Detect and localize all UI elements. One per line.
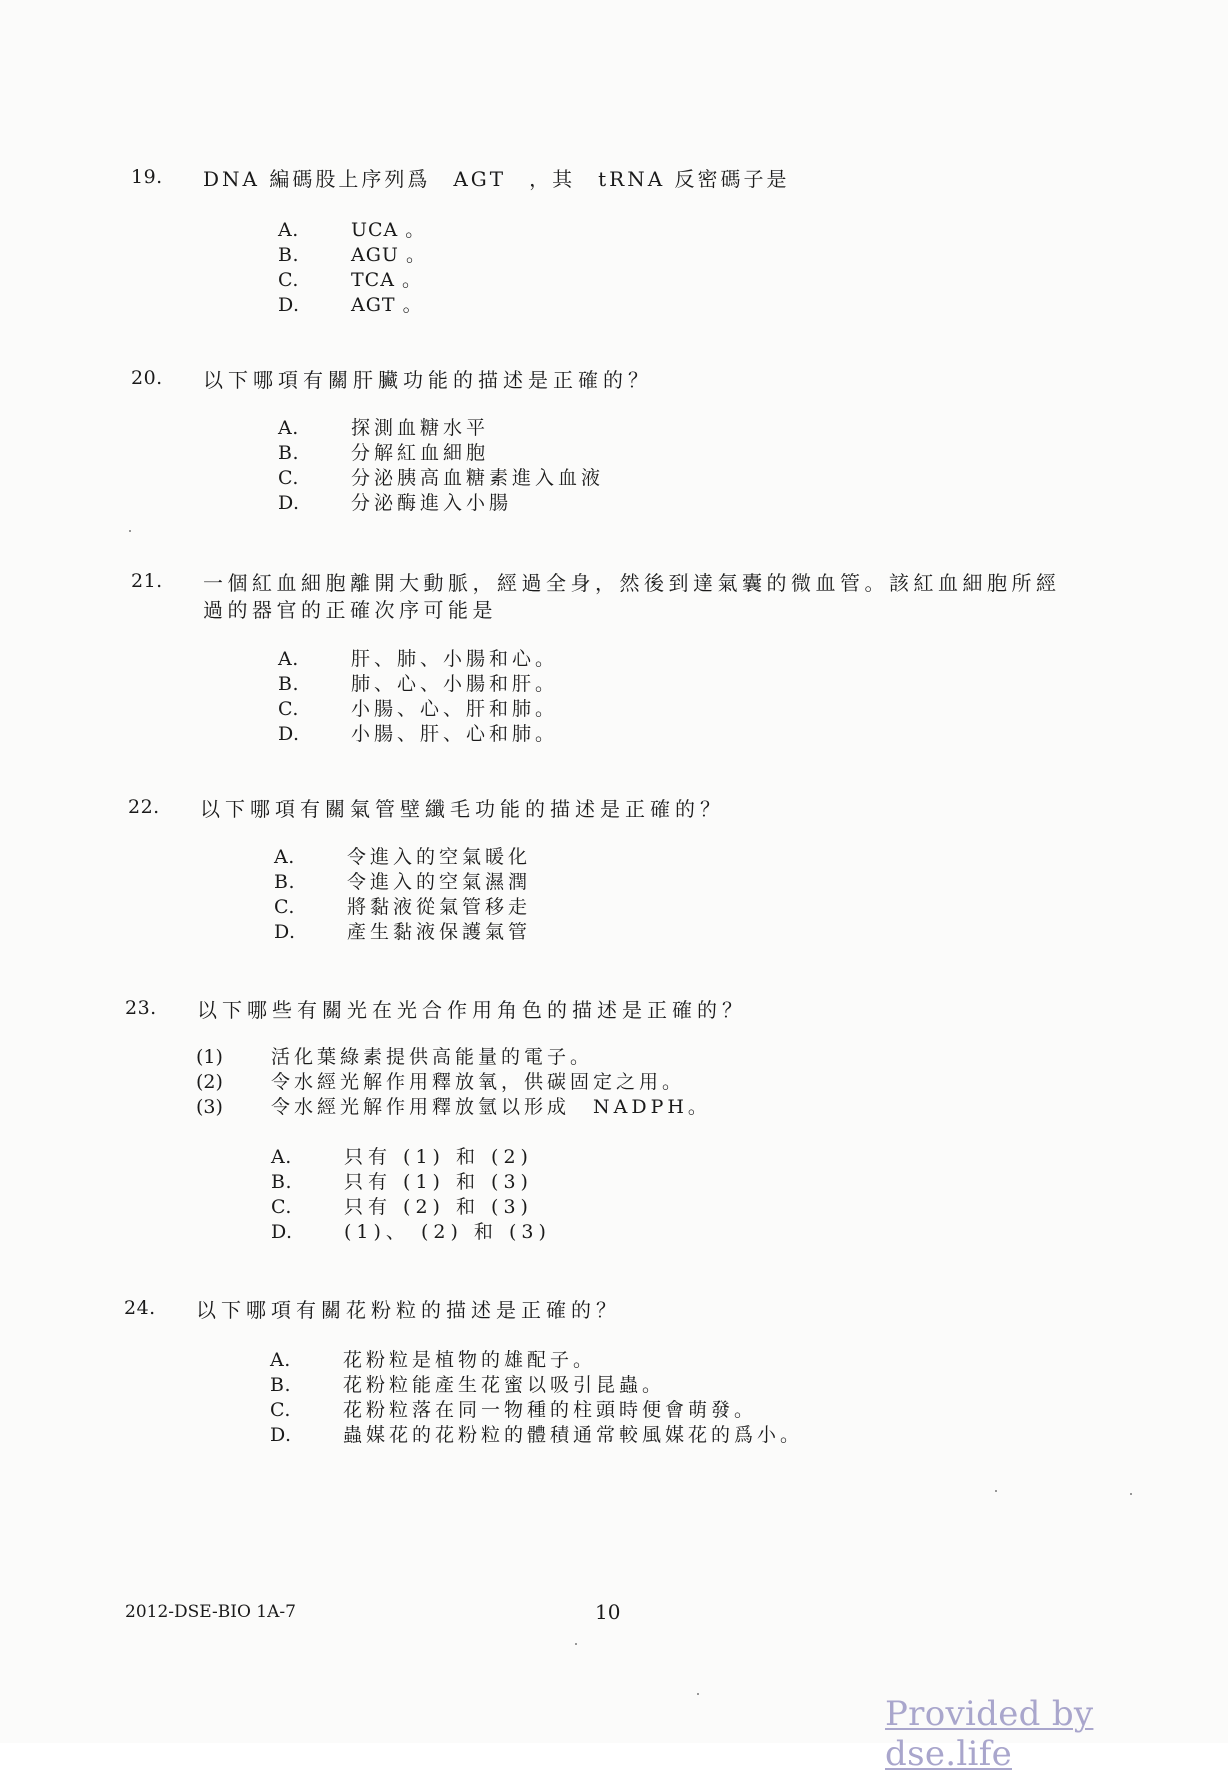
option-letter: D. xyxy=(278,492,300,514)
watermark-link[interactable]: Provided by dse.life xyxy=(885,1694,1094,1774)
option-letter: B. xyxy=(278,244,300,266)
scan-speck xyxy=(129,530,131,532)
option-letter: B. xyxy=(270,1374,292,1396)
option-text: 探測血糖水平 xyxy=(351,417,490,439)
scan-speck xyxy=(697,1693,699,1695)
option-letter: C. xyxy=(270,1399,291,1421)
option-letter: A. xyxy=(278,219,299,241)
option-letter: A. xyxy=(270,1349,291,1371)
option-text: 分泌酶進入小腸 xyxy=(351,492,513,514)
option-letter: C. xyxy=(278,467,299,489)
paper-code: 2012-DSE-BIO 1A-7 xyxy=(125,1602,296,1622)
question-stem: 以下哪項有關花粉粒的描述是正確的？ xyxy=(196,1298,621,1322)
option-text: 花粉粒是植物的雄配子。 xyxy=(343,1349,597,1371)
option-text: 只有 (2) 和 (3) xyxy=(344,1196,533,1218)
option-letter: C. xyxy=(278,698,299,720)
scan-speck xyxy=(1130,1493,1132,1495)
question-number: 23. xyxy=(125,997,157,1019)
option-text: 只有 (1) 和 (2) xyxy=(344,1146,533,1168)
option-letter: D. xyxy=(278,294,300,316)
question-number: 19. xyxy=(131,166,163,188)
option-text: 將黏液從氣管移走 xyxy=(347,896,532,918)
option-letter: D. xyxy=(274,921,296,943)
option-text: 蟲媒花的花粉粒的體積通常較風媒花的爲小。 xyxy=(343,1424,804,1446)
question-number: 21. xyxy=(131,570,163,592)
option-text: UCA 。 xyxy=(351,219,426,241)
question-stem: 一個紅血細胞離開大動脈，經過全身，然後到達氣囊的微血管。該紅血細胞所經過的器官的正確次序可能是 xyxy=(203,571,1061,622)
option-text: 分泌胰高血糖素進入血液 xyxy=(351,467,605,489)
option-text: AGT 。 xyxy=(351,294,423,316)
option-text: 小腸、肝、心和肺。 xyxy=(351,723,559,745)
option-text: 令進入的空氣暖化 xyxy=(347,846,532,868)
question-stem: 以下哪項有關氣管壁纖毛功能的描述是正確的？ xyxy=(200,797,725,821)
option-letter: B. xyxy=(278,442,300,464)
option-text: 令進入的空氣濕潤 xyxy=(347,871,532,893)
scan-speck xyxy=(575,1643,577,1645)
option-letter: C. xyxy=(278,269,299,291)
option-letter: D. xyxy=(278,723,300,745)
question-stem: 以下哪項有關肝臟功能的描述是正確的？ xyxy=(203,368,653,392)
option-letter: B. xyxy=(278,673,300,695)
question-stem: DNA 編碼股上序列爲 AGT ，其 tRNA 反密碼子是 xyxy=(203,167,790,191)
question-stem: 以下哪些有關光在光合作用角色的描述是正確的？ xyxy=(197,998,747,1022)
option-text: 小腸、心、肝和肺。 xyxy=(351,698,559,720)
option-text: 花粉粒落在同一物種的柱頭時便會萌發。 xyxy=(343,1399,758,1421)
question-number: 22. xyxy=(128,796,160,818)
option-letter: D. xyxy=(271,1221,293,1243)
option-text: TCA 。 xyxy=(351,269,422,291)
option-letter: A. xyxy=(274,846,295,868)
option-letter: D. xyxy=(270,1424,292,1446)
option-letter: A. xyxy=(271,1146,292,1168)
statement-text: 令水經光解作用釋放氧，供碳固定之用。 xyxy=(271,1071,686,1093)
option-text: 肺、心、小腸和肝。 xyxy=(351,673,559,695)
option-text: 產生黏液保護氣管 xyxy=(347,921,532,943)
option-text: (1)、 (2) 和 (3) xyxy=(344,1221,551,1243)
scan-speck xyxy=(995,1490,997,1492)
option-letter: C. xyxy=(271,1196,292,1218)
statement-text: 活化葉綠素提供高能量的電子。 xyxy=(271,1046,594,1068)
option-letter: A. xyxy=(278,417,299,439)
option-letter: A. xyxy=(278,648,299,670)
statement-text: 令水經光解作用釋放氫以形成 NADPH。 xyxy=(271,1096,711,1118)
option-text: 花粉粒能產生花蜜以吸引昆蟲。 xyxy=(343,1374,666,1396)
page-number: 10 xyxy=(595,1600,621,1624)
option-letter: B. xyxy=(274,871,296,893)
question-number: 24. xyxy=(124,1297,156,1319)
option-text: 只有 (1) 和 (3) xyxy=(344,1171,533,1193)
statement-number: (3) xyxy=(196,1096,223,1118)
question-number: 20. xyxy=(131,367,163,389)
option-letter: B. xyxy=(271,1171,293,1193)
statement-number: (1) xyxy=(196,1046,223,1068)
option-letter: C. xyxy=(274,896,295,918)
option-text: AGU 。 xyxy=(351,244,426,266)
statement-number: (2) xyxy=(196,1071,223,1093)
option-text: 肝、肺、小腸和心。 xyxy=(351,648,559,670)
option-text: 分解紅血細胞 xyxy=(351,442,490,464)
